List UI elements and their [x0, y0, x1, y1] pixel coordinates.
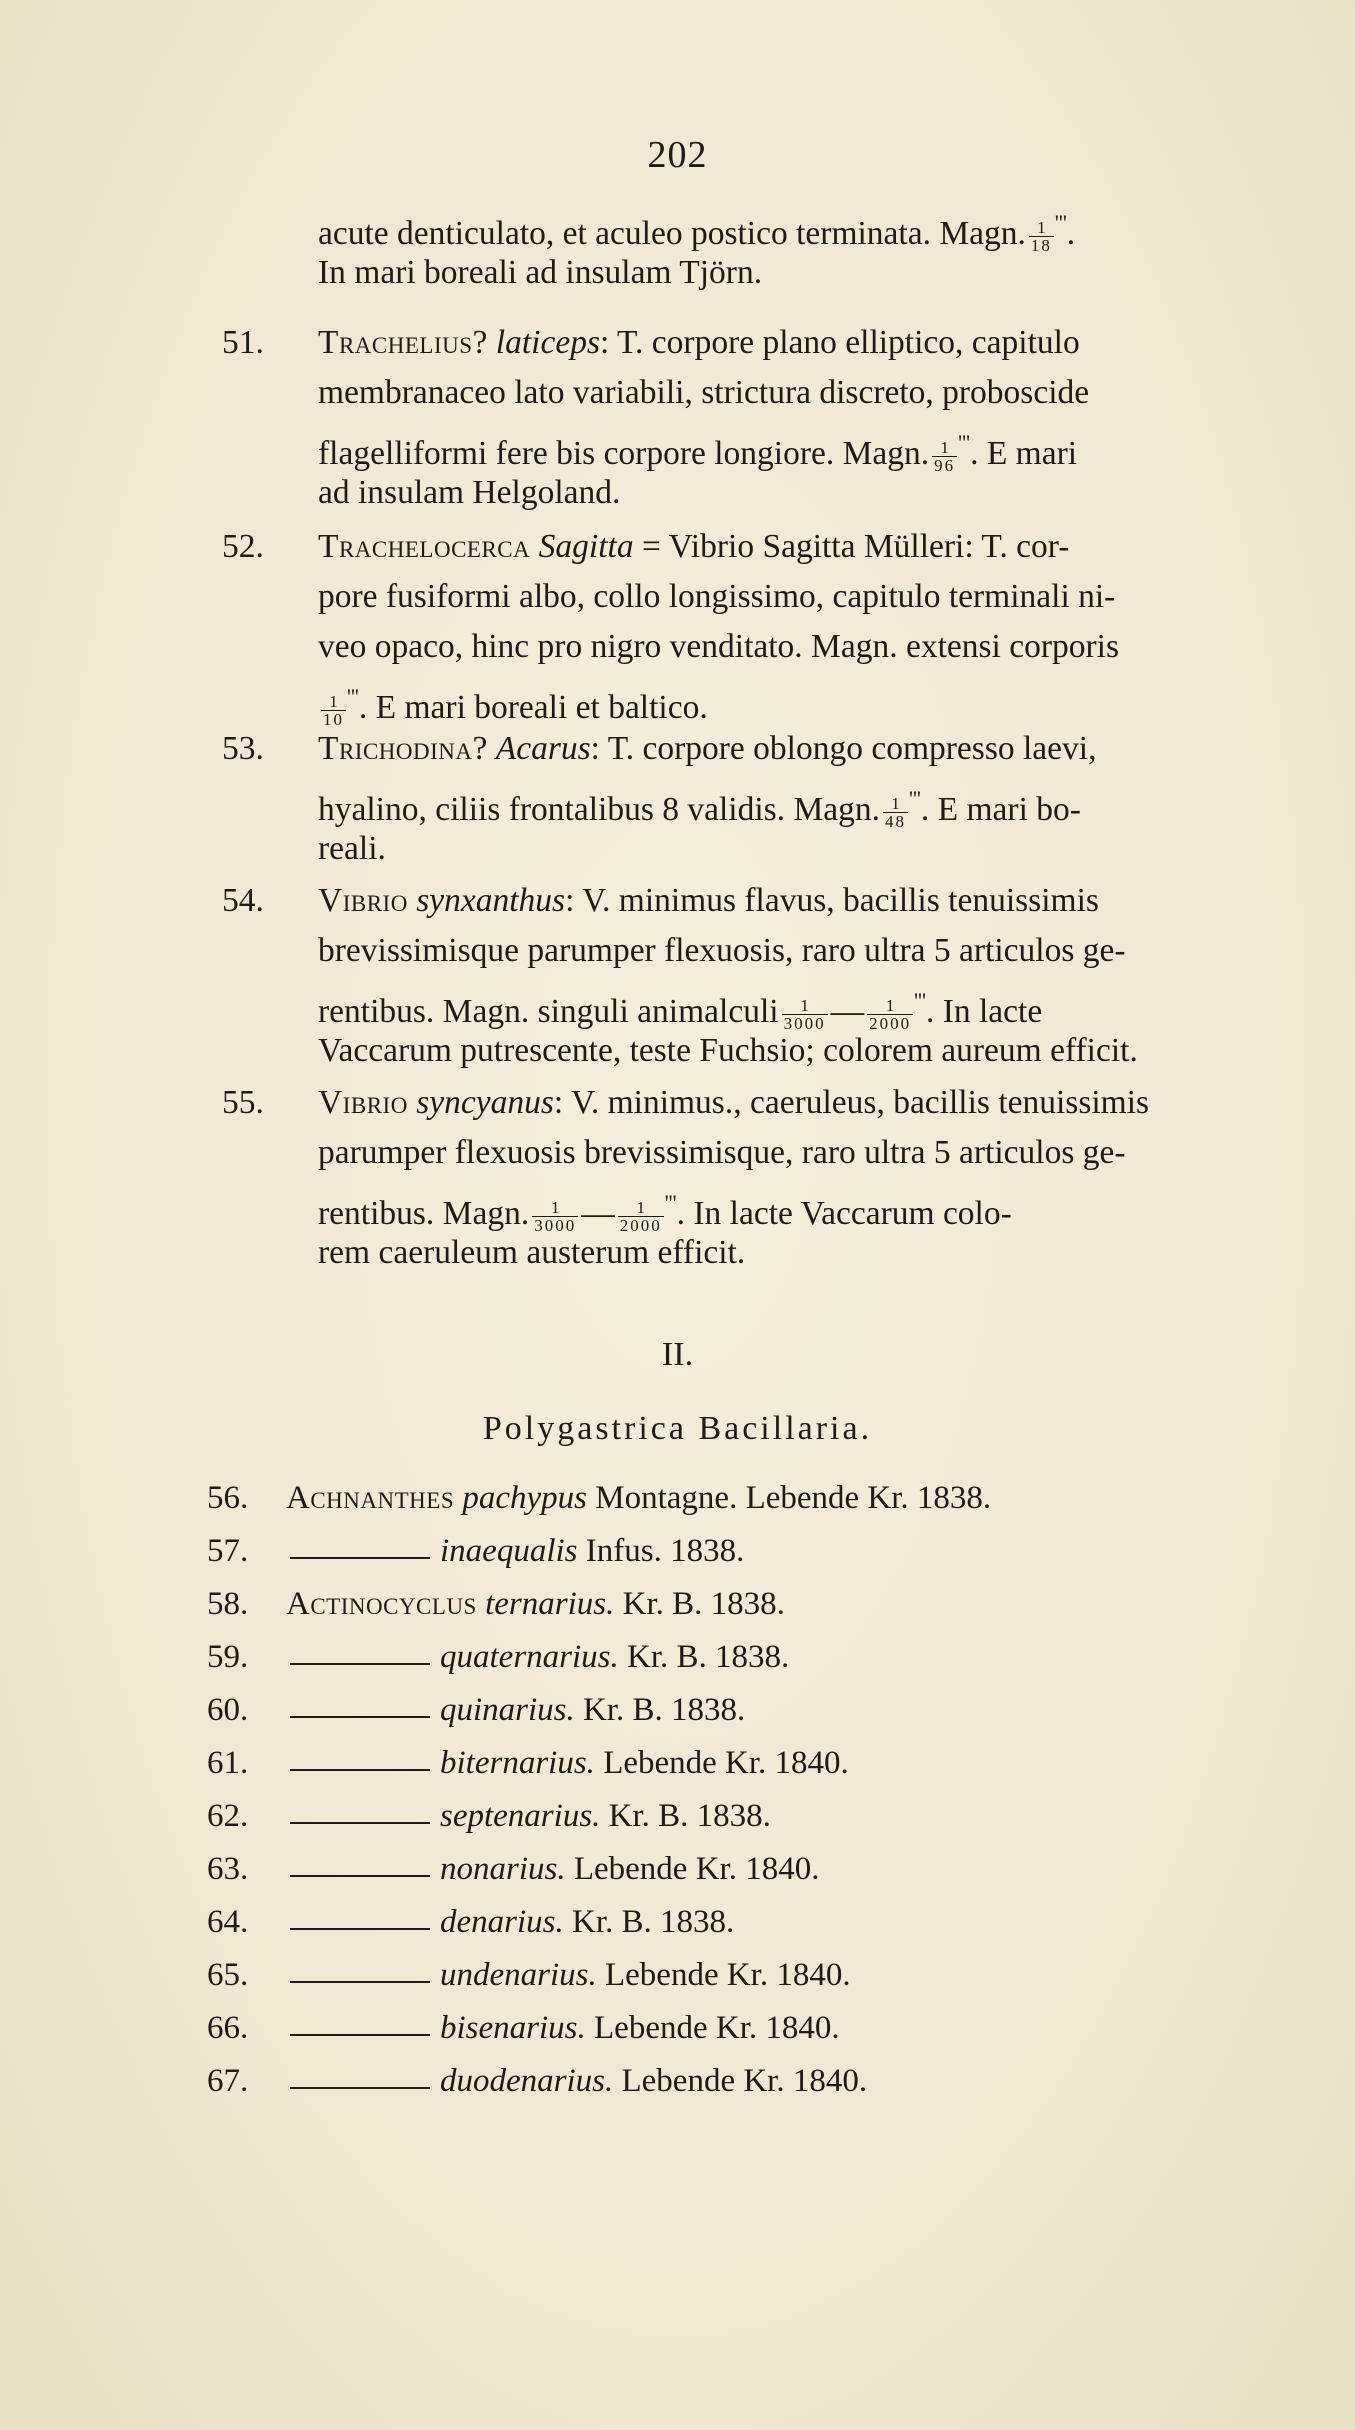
fraction-numerator: 1 — [932, 439, 957, 457]
species-name: synxanthus — [416, 882, 566, 919]
ditto-dash — [290, 1557, 430, 1559]
text-line — [318, 779, 1081, 830]
list-item-detail-group — [440, 1904, 734, 1941]
species-name: syncyanus — [416, 1084, 554, 1121]
list-item-detail: Lebende Kr. 1840. — [573, 1851, 820, 1887]
fraction-denominator: 3000 — [783, 1013, 826, 1033]
line-text: flagelliformi fere bis corpore longiore. Magn. — [318, 435, 930, 472]
text-line — [318, 473, 620, 513]
line-text: rentibus. Magn. — [318, 1195, 530, 1232]
fraction — [782, 997, 828, 1032]
line-text: membranaceo lato variabili, strictura discreto, proboscide — [318, 374, 1090, 411]
text-line — [318, 677, 708, 728]
list-item-number: 58. — [207, 1586, 249, 1622]
list-item — [0, 1586, 1355, 1632]
list-item-number: 57. — [207, 1533, 249, 1569]
species-name: nonarius. — [440, 1851, 566, 1887]
line-text-after: . E mari — [970, 435, 1078, 472]
fraction — [932, 439, 957, 474]
list-item-detail: Kr. B. 1838. — [572, 1904, 735, 1940]
species-name: laticeps — [495, 324, 600, 361]
list-item-detail: Lebende Kr. 1840. — [605, 1957, 851, 1993]
fraction-denominator: 48 — [885, 811, 906, 831]
list-item-number: 61. — [207, 1745, 249, 1781]
fraction — [532, 1199, 578, 1234]
text-line — [318, 1233, 745, 1273]
text-line — [318, 881, 1099, 921]
ditto-dash — [290, 1716, 430, 1718]
ditto-dash — [290, 1928, 430, 1930]
list-item-number: 59. — [207, 1639, 249, 1675]
entry-number: 54. — [222, 882, 264, 919]
list-item-detail-group — [440, 1533, 744, 1570]
text-line — [318, 373, 1089, 413]
species-name: quinarius. — [440, 1692, 575, 1728]
species-name: biternarius. — [440, 1745, 595, 1781]
list-item-detail: Kr. B. 1838. — [622, 1586, 785, 1622]
list-item-detail-group — [440, 1692, 745, 1729]
fraction-numerator: 1 — [782, 997, 828, 1015]
range-dash: — — [581, 1195, 615, 1232]
line-text-after: . E mari boreali et baltico. — [358, 689, 708, 726]
fraction-denominator: 96 — [934, 455, 956, 475]
list-item — [0, 1904, 1355, 1950]
list-item-detail: Lebende Kr. 1840. — [594, 2010, 840, 2046]
species-name: quaternarius. — [440, 1639, 619, 1675]
fraction-numerator: 1 — [1029, 219, 1054, 237]
ditto-dash — [290, 1769, 430, 1771]
line-text: hyalino, ciliis frontalibus 8 validis. Magn. — [318, 791, 880, 828]
section-numeral: II. — [661, 1336, 694, 1373]
list-item-number: 64. — [207, 1904, 249, 1940]
line-text: : V. minimus., caeruleus, bacillis tenuissimis — [553, 1084, 1150, 1121]
list-item-number: 66. — [207, 2010, 249, 2046]
genus-query-mark: ? — [472, 730, 488, 767]
line-unit-mark: ''' — [664, 1190, 677, 1215]
text-line — [318, 423, 1077, 474]
line-text: parumper flexuosis brevissimisque, raro ultra 5 articulos ge- — [318, 1134, 1126, 1171]
text-line — [318, 1083, 1149, 1123]
line-unit-mark: ''' — [347, 684, 359, 709]
list-item-number: 56. — [207, 1480, 249, 1516]
text-line — [318, 627, 1119, 667]
line-text: ad insulam Helgoland. — [318, 474, 621, 511]
list-item-detail: Kr. B. 1838. — [627, 1639, 790, 1675]
list-item — [0, 1957, 1355, 2003]
fraction-numerator: 1 — [618, 1199, 664, 1217]
ditto-dash — [290, 1981, 430, 1983]
list-item — [0, 1692, 1355, 1738]
fraction-denominator: 2000 — [869, 1013, 912, 1033]
species-name: septenarius. — [440, 1798, 601, 1834]
fraction-denominator: 3000 — [534, 1215, 577, 1235]
text-line — [318, 729, 1096, 769]
text-line — [318, 577, 1115, 617]
line-text: pore fusiformi albo, collo longissimo, capitulo terminali ni- — [318, 578, 1116, 615]
line-text-after: . — [1066, 215, 1076, 252]
list-item-detail: Kr. B. 1838. — [583, 1692, 746, 1728]
list-item-detail: Lebende Kr. 1840. — [621, 2063, 868, 2099]
line-unit-mark: ''' — [958, 430, 971, 455]
genus-name: Achnanthes — [286, 1480, 455, 1516]
entry-number: 52. — [222, 528, 264, 565]
list-item — [0, 1798, 1355, 1844]
list-item-detail-group — [440, 2063, 867, 2100]
ditto-dash — [290, 2087, 430, 2089]
list-item-detail-group — [440, 1957, 851, 1994]
genus-name: Trichodina — [318, 730, 473, 767]
genus-query-mark: ? — [472, 324, 488, 361]
line-text: veo opaco, hinc pro nigro venditato. Magn. extensi corporis — [318, 628, 1120, 665]
fraction-numerator: 1 — [867, 997, 913, 1015]
line-unit-mark: ''' — [914, 988, 926, 1013]
line-unit-mark: ''' — [1054, 210, 1067, 235]
text-line — [318, 323, 1080, 363]
text-line — [318, 203, 1075, 254]
line-text: acute denticulato, et aculeo postico terminata. Magn. — [318, 215, 1026, 252]
list-item-detail-group — [440, 1745, 849, 1782]
genus-name: Actinocyclus — [286, 1586, 477, 1622]
list-item-number: 60. — [207, 1692, 249, 1728]
text-line — [318, 253, 762, 293]
line-text-after: . In lacte Vaccarum colo- — [676, 1195, 1012, 1232]
list-item-detail: Kr. B. 1838. — [608, 1798, 771, 1834]
species-name: pachypus — [462, 1480, 588, 1516]
species-name: Acarus — [495, 730, 591, 767]
section-title: Polygastrica Bacillaria. — [482, 1410, 873, 1447]
text-line — [318, 1133, 1126, 1173]
genus-name: Vibrio — [318, 1084, 408, 1121]
list-item-genus — [286, 1586, 785, 1623]
list-item-number: 65. — [207, 1957, 249, 1993]
fraction — [321, 693, 346, 728]
list-item-detail-group — [440, 1639, 789, 1676]
ditto-dash — [290, 1875, 430, 1877]
line-text: = Vibrio Sagitta Mülleri: T. cor- — [633, 528, 1070, 565]
list-item — [0, 1480, 1355, 1526]
fraction — [867, 997, 913, 1032]
fraction-denominator: 2000 — [619, 1215, 662, 1235]
ditto-dash — [290, 1822, 430, 1824]
species-name: inaequalis — [440, 1533, 578, 1569]
list-item-detail-group — [440, 1851, 819, 1888]
fraction-numerator: 1 — [883, 795, 908, 813]
list-item — [0, 2010, 1355, 2056]
text-line — [318, 1183, 1012, 1234]
species-name: undenarius. — [440, 1957, 597, 1993]
list-item — [0, 1745, 1355, 1791]
fraction-denominator: 18 — [1030, 235, 1052, 255]
entry-number: 55. — [222, 1084, 264, 1121]
page-number: 202 — [647, 134, 708, 176]
list-item — [0, 1639, 1355, 1685]
fraction-denominator: 10 — [323, 709, 344, 729]
line-text-after: . E mari bo- — [920, 791, 1081, 828]
species-name: Sagitta — [538, 528, 634, 565]
list-item-number: 62. — [207, 1798, 249, 1834]
ditto-dash — [290, 2034, 430, 2036]
line-text-after: . In lacte — [925, 993, 1043, 1030]
list-item — [0, 2063, 1355, 2109]
genus-name: Trachelocerca — [318, 528, 531, 565]
line-text: : T. corpore plano elliptico, capitulo — [599, 324, 1080, 361]
text-line — [318, 1031, 1138, 1071]
species-name: ternarius. — [485, 1586, 615, 1622]
line-text: : V. minimus flavus, bacillis tenuissimis — [565, 882, 1099, 919]
genus-name: Vibrio — [318, 882, 408, 919]
line-text: rem caeruleum austerum efficit. — [318, 1234, 746, 1271]
line-text: In mari boreali ad insulam Tjörn. — [318, 254, 763, 291]
ditto-dash — [290, 1663, 430, 1665]
range-dash: — — [830, 993, 865, 1030]
species-name: bisenarius. — [440, 2010, 586, 2046]
fraction-numerator: 1 — [321, 693, 346, 711]
list-item-detail: Infus. 1838. — [585, 1533, 745, 1569]
list-item-number: 63. — [207, 1851, 249, 1887]
fraction — [883, 795, 908, 830]
list-item-number: 67. — [207, 2063, 249, 2099]
line-text: rentibus. Magn. singuli animalculi — [318, 993, 779, 1030]
list-item-detail: Lebende Kr. 1840. — [603, 1745, 849, 1781]
line-text: brevissimisque parumper flexuosis, raro ultra 5 articulos ge- — [318, 932, 1126, 969]
text-line — [318, 527, 1069, 567]
line-text: reali. — [318, 830, 386, 867]
list-item-detail: Montagne. Lebende Kr. 1838. — [595, 1480, 992, 1516]
list-item-detail-group — [440, 2010, 840, 2047]
line-unit-mark: ''' — [909, 786, 921, 811]
fraction-numerator: 1 — [532, 1199, 578, 1217]
list-item-detail-group — [440, 1798, 771, 1835]
fraction — [1029, 219, 1054, 254]
list-item-genus — [286, 1480, 991, 1517]
list-item — [0, 1851, 1355, 1897]
text-line — [318, 931, 1126, 971]
species-name: duodenarius. — [440, 2063, 614, 2099]
fraction — [618, 1199, 664, 1234]
line-text: Vaccarum putrescente, teste Fuchsio; colorem aureum efficit. — [318, 1032, 1138, 1069]
species-name: denarius. — [440, 1904, 564, 1940]
text-line — [318, 829, 386, 869]
entry-number: 51. — [222, 324, 264, 361]
genus-name: Trachelius — [318, 324, 473, 361]
entry-number: 53. — [222, 730, 264, 767]
text-line — [318, 981, 1042, 1032]
line-text: : T. corpore oblongo compresso laevi, — [590, 730, 1097, 767]
list-item — [0, 1533, 1355, 1579]
